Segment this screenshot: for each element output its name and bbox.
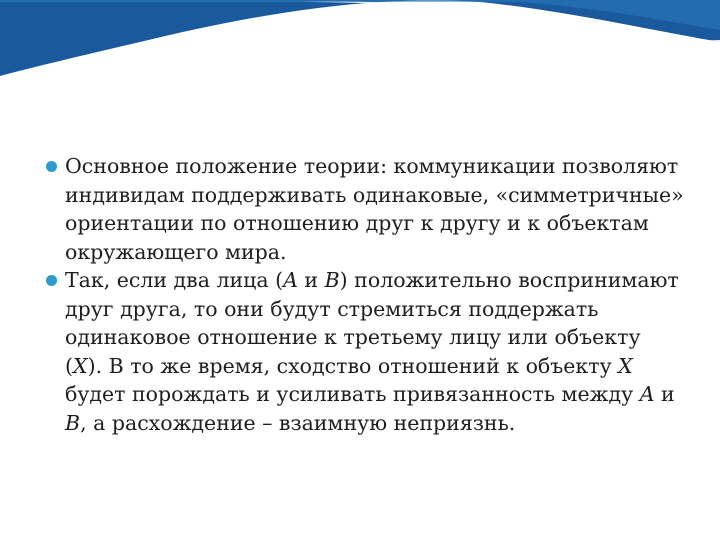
bullet-item-1 bbox=[44, 152, 684, 266]
slide-content bbox=[44, 152, 684, 437]
variable-b: B bbox=[324, 268, 340, 292]
text-fragment: ) положительно воспринимают друг друга, то они будут стремиться поддержать одинаковое отношение к третьему лицу или объекту ( bbox=[65, 268, 679, 378]
bullet-text-1: Основное положение теории: коммуникации позволяют индивидам поддерживать одинаковые, «симметричные» ориентации по отношению друг к другу и к объектам окружающего мира. bbox=[65, 154, 684, 264]
bullet-text-2 bbox=[65, 266, 684, 437]
text-fragment: и bbox=[297, 268, 325, 292]
header-wave-decoration bbox=[0, 0, 720, 110]
variable-b: B bbox=[65, 410, 81, 435]
text-fragment: , а расхождение – взаимную неприязнь. bbox=[80, 410, 516, 435]
variable-x: X bbox=[73, 353, 88, 378]
text-fragment: и bbox=[654, 382, 675, 406]
variable-a: A bbox=[639, 382, 655, 406]
variable-x: X bbox=[618, 353, 633, 378]
text-fragment: Так, если два лица ( bbox=[65, 268, 284, 292]
text-fragment: ). В то же время, сходство отношений к объекту bbox=[87, 353, 619, 378]
bullet-item-2 bbox=[44, 266, 684, 437]
variable-a: A bbox=[283, 268, 298, 292]
text-fragment: будет порождать и усиливать привязанность между bbox=[65, 382, 640, 406]
bullet-dot-icon bbox=[46, 275, 57, 286]
bullet-dot-icon bbox=[46, 161, 57, 172]
